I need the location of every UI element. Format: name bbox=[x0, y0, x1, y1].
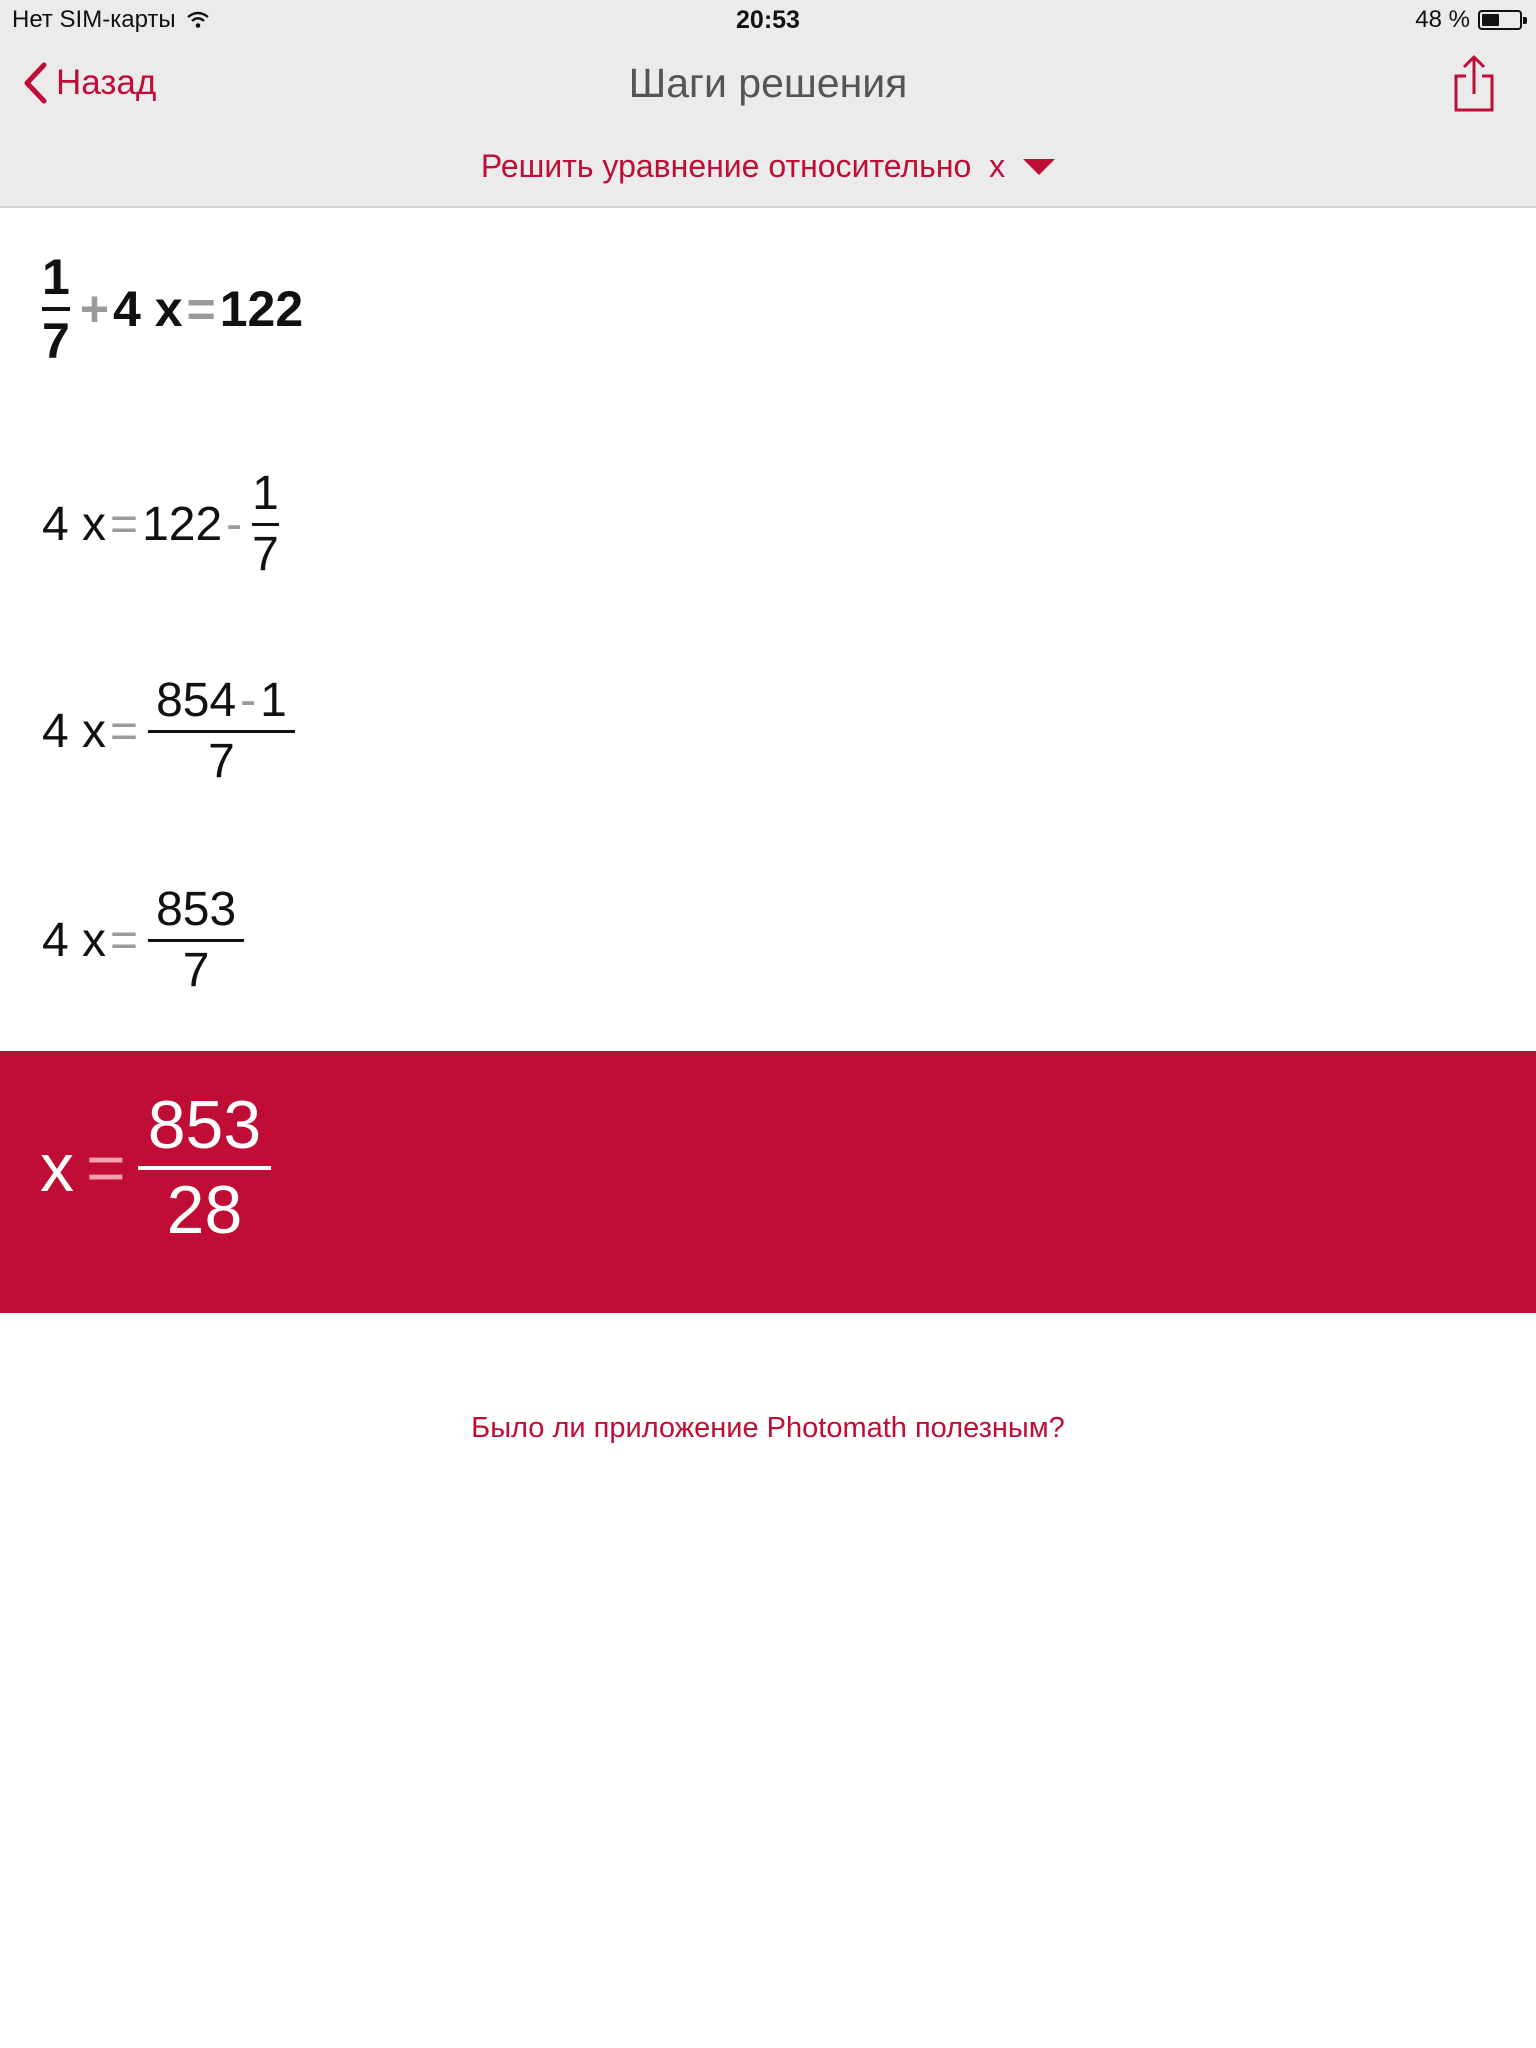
feedback-link[interactable]: Было ли приложение Photomath полезным? bbox=[471, 1412, 1065, 1444]
denominator: 7 bbox=[208, 734, 235, 788]
minus-operator: - bbox=[240, 674, 257, 727]
share-button[interactable] bbox=[1452, 54, 1496, 119]
triangle-down-icon bbox=[1023, 159, 1055, 175]
fraction bbox=[148, 675, 295, 788]
numerator: 1 bbox=[42, 249, 70, 305]
fraction bbox=[138, 1089, 271, 1248]
final-answer-panel bbox=[0, 1051, 1536, 1313]
status-bar bbox=[0, 0, 1536, 40]
denominator: 7 bbox=[42, 313, 70, 369]
equals-sign: = bbox=[110, 497, 139, 551]
numerator bbox=[148, 675, 295, 727]
back-label: Назад bbox=[56, 63, 157, 102]
fraction-bar bbox=[42, 307, 70, 311]
numerator: 853 bbox=[156, 883, 237, 936]
solution-step-2 bbox=[42, 468, 279, 581]
fraction-bar bbox=[252, 523, 279, 526]
carrier-label: Нет SIM-карты bbox=[12, 6, 176, 33]
denominator: 28 bbox=[166, 1172, 243, 1249]
solve-mode-label: Решить уравнение относительно x bbox=[480, 148, 1006, 184]
lhs-term: 4 x bbox=[42, 704, 107, 758]
value: 122 bbox=[142, 497, 223, 551]
page-title: Шаги решения bbox=[628, 60, 908, 106]
fraction bbox=[148, 884, 244, 997]
final-answer bbox=[40, 1089, 271, 1248]
fraction bbox=[252, 468, 279, 581]
share-icon bbox=[1452, 54, 1496, 114]
numerator-a: 854 bbox=[156, 674, 237, 727]
equals-sign: = bbox=[186, 281, 216, 337]
battery-status bbox=[1415, 6, 1522, 34]
term: 4 x bbox=[113, 281, 183, 337]
lhs-term: 4 x bbox=[42, 913, 107, 967]
numerator: 1 bbox=[252, 467, 279, 520]
denominator: 7 bbox=[252, 527, 279, 581]
fraction-bar bbox=[138, 1166, 271, 1170]
solution-step-4 bbox=[42, 884, 244, 997]
rhs-value: 122 bbox=[219, 281, 304, 337]
equals-sign: = bbox=[110, 913, 139, 967]
plus-operator: + bbox=[79, 281, 110, 337]
numerator: 853 bbox=[147, 1087, 262, 1163]
denominator: 7 bbox=[182, 943, 210, 997]
navigation-bar bbox=[0, 40, 1536, 208]
equals-sign: = bbox=[86, 1130, 126, 1207]
fraction bbox=[42, 250, 70, 368]
fraction-bar bbox=[148, 730, 295, 733]
equals-sign: = bbox=[110, 704, 139, 758]
fraction-bar bbox=[148, 939, 244, 942]
solve-mode-selector[interactable] bbox=[0, 148, 1536, 185]
solution-step-1 bbox=[42, 250, 303, 368]
answer-variable: x bbox=[40, 1130, 74, 1207]
solution-step-3 bbox=[42, 675, 295, 788]
lhs-term: 4 x bbox=[42, 497, 107, 551]
numerator-b: 1 bbox=[260, 674, 287, 727]
minus-operator: - bbox=[226, 497, 243, 551]
battery-icon bbox=[1478, 10, 1522, 30]
battery-fill bbox=[1482, 14, 1499, 26]
battery-percent: 48 % bbox=[1415, 6, 1470, 33]
clock: 20:53 bbox=[736, 6, 800, 34]
